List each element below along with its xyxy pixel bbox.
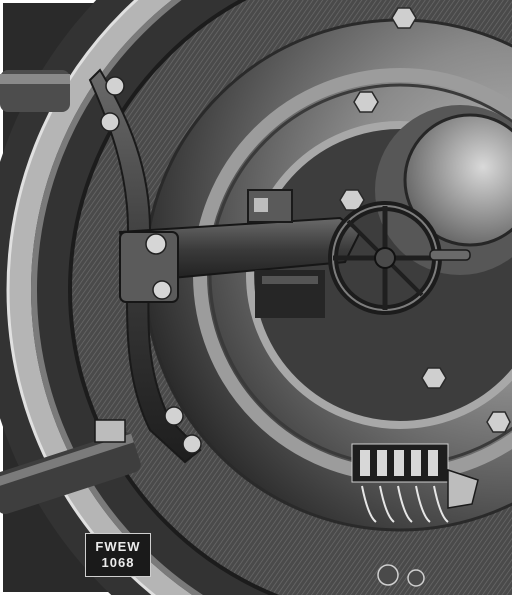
lower-clamp [95, 420, 125, 442]
plate-line-2: 1068 [101, 555, 135, 570]
top-small-bracket [248, 190, 292, 222]
brush-holder-block [255, 270, 325, 318]
top-left-tube [0, 70, 70, 112]
identification-plate [85, 533, 151, 577]
plate-line-1: FWEW [95, 539, 141, 554]
